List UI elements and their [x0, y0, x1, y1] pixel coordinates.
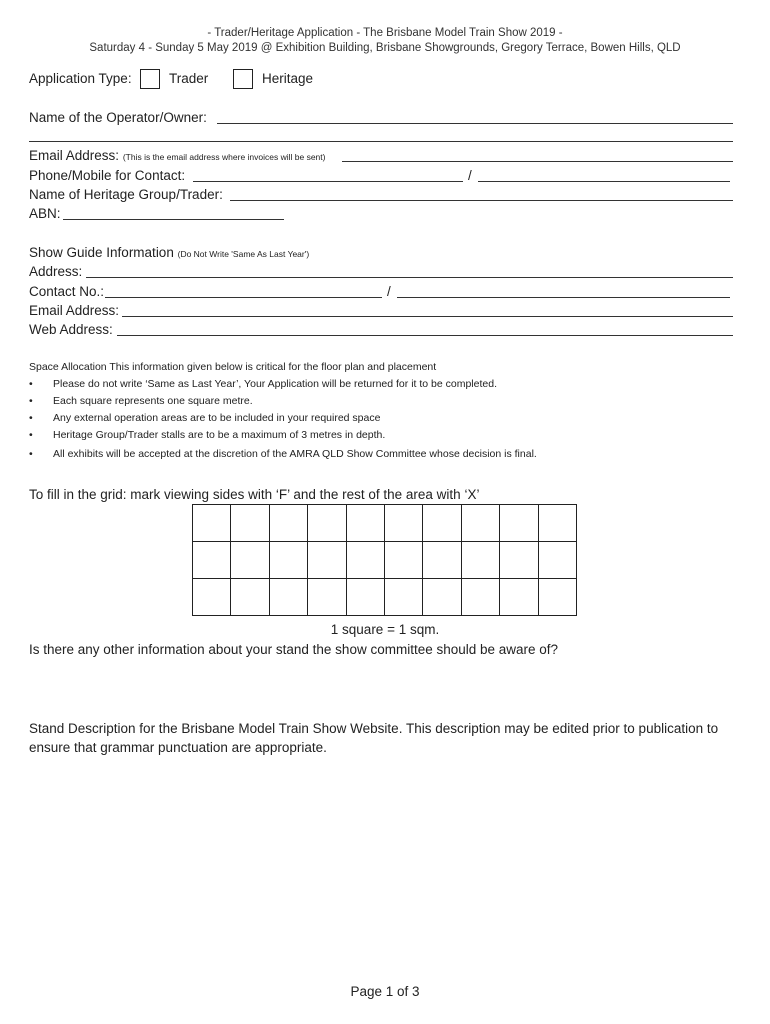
list-item: • Please do not write ‘Same as Last Year’, Your Application will be returned for it to be completed. [29, 376, 749, 393]
list-item: • Any external operation areas are to be included in your required space [29, 410, 749, 427]
operator-field[interactable] [217, 123, 733, 124]
grid-cell[interactable] [500, 505, 538, 542]
show-guide-heading [29, 245, 309, 260]
stand-description-text: Stand Description for the Brisbane Model Train Show Website. This description may be edited prior to publication to ensure that grammar punctuation are appropriate. [29, 721, 719, 755]
grid-cell[interactable] [423, 542, 461, 579]
grid-cell[interactable] [462, 542, 500, 579]
operator-label: Name of the Operator/Owner: [29, 110, 207, 125]
phone-label: Phone/Mobile for Contact: [29, 168, 186, 183]
page-number: Page 1 of 3 [350, 984, 420, 999]
space-allocation-intro: Space Allocation This information given below is critical for the floor plan and placement [29, 361, 437, 373]
guide-web-field[interactable] [117, 335, 733, 336]
grid-cell[interactable] [347, 505, 385, 542]
floor-plan-grid [192, 504, 577, 616]
grid-instruction: To fill in the grid: mark viewing sides with ‘F’ and the rest of the area with ‘X’ [29, 487, 480, 502]
email-label-text: Email Address: [29, 148, 120, 163]
abn-label: ABN: [29, 206, 61, 221]
grid-cell[interactable] [270, 579, 308, 616]
grid-cell[interactable] [231, 579, 269, 616]
grid-cell[interactable] [270, 505, 308, 542]
guide-contact-field-2[interactable] [397, 297, 730, 298]
abn-field[interactable] [63, 219, 284, 220]
show-guide-note: (Do Not Write 'Same As Last Year') [177, 249, 310, 259]
guide-contact-slash: / [387, 284, 391, 299]
email-field[interactable] [342, 161, 733, 162]
other-info-question: Is there any other information about your stand the show committee should be aware of? [29, 642, 559, 657]
list-item: • Each square represents one square metre. [29, 393, 749, 410]
header-line-2: Saturday 4 - Sunday 5 May 2019 @ Exhibition Building, Brisbane Showgrounds, Gregory Terrace, Bowen Hills, QLD [89, 42, 681, 54]
grid-cell[interactable] [308, 542, 346, 579]
phone-field-2[interactable] [478, 181, 730, 182]
trader-label: Trader [169, 71, 209, 86]
email-note: (This is the email address where invoices will be sent) [122, 152, 326, 162]
phone-slash: / [468, 168, 472, 183]
application-type-label: Application Type: [29, 71, 132, 86]
grid-cell[interactable] [385, 505, 423, 542]
grid-caption: 1 square = 1 sqm. [330, 622, 440, 637]
group-field[interactable] [230, 200, 733, 201]
phone-field-1[interactable] [193, 181, 463, 182]
operator-field-continuation[interactable] [29, 141, 733, 142]
grid-cell[interactable] [385, 579, 423, 616]
grid-cell[interactable] [500, 542, 538, 579]
grid-cell[interactable] [385, 542, 423, 579]
grid-cell[interactable] [462, 579, 500, 616]
guide-contact-label: Contact No.: [29, 284, 105, 299]
grid-cell[interactable] [193, 505, 231, 542]
grid-cell[interactable] [193, 579, 231, 616]
grid-cell[interactable] [308, 579, 346, 616]
grid-cell[interactable] [193, 542, 231, 579]
email-label [29, 148, 325, 163]
guide-address-label: Address: [29, 264, 83, 279]
grid-cell[interactable] [500, 579, 538, 616]
grid-cell[interactable] [462, 505, 500, 542]
list-item: • Heritage Group/Trader stalls are to be a maximum of 3 metres in depth. [29, 427, 749, 444]
list-item: • All exhibits will be accepted at the discretion of the AMRA QLD Show Committee whose decision is final. [29, 446, 749, 463]
grid-cell[interactable] [423, 505, 461, 542]
show-guide-title: Show Guide Information [29, 245, 174, 260]
trader-checkbox[interactable] [140, 69, 160, 89]
group-label: Name of Heritage Group/Trader: [29, 187, 223, 202]
grid-cell[interactable] [539, 579, 577, 616]
guide-address-field[interactable] [86, 277, 733, 278]
guide-contact-field-1[interactable] [105, 297, 382, 298]
grid-cell[interactable] [270, 542, 308, 579]
guide-web-label: Web Address: [29, 322, 113, 337]
grid-cell[interactable] [539, 505, 577, 542]
grid-cell[interactable] [347, 579, 385, 616]
guide-email-field[interactable] [122, 316, 733, 317]
grid-cell[interactable] [231, 542, 269, 579]
grid-cell[interactable] [231, 505, 269, 542]
grid-cell[interactable] [347, 542, 385, 579]
space-allocation-list [29, 376, 749, 463]
grid-cell[interactable] [539, 542, 577, 579]
grid-cell[interactable] [308, 505, 346, 542]
heritage-checkbox[interactable] [233, 69, 253, 89]
guide-email-label: Email Address: [29, 303, 120, 318]
grid-cell[interactable] [423, 579, 461, 616]
heritage-label: Heritage [262, 71, 314, 86]
header-line-1: - Trader/Heritage Application - The Brisbane Model Train Show 2019 - [207, 27, 563, 39]
